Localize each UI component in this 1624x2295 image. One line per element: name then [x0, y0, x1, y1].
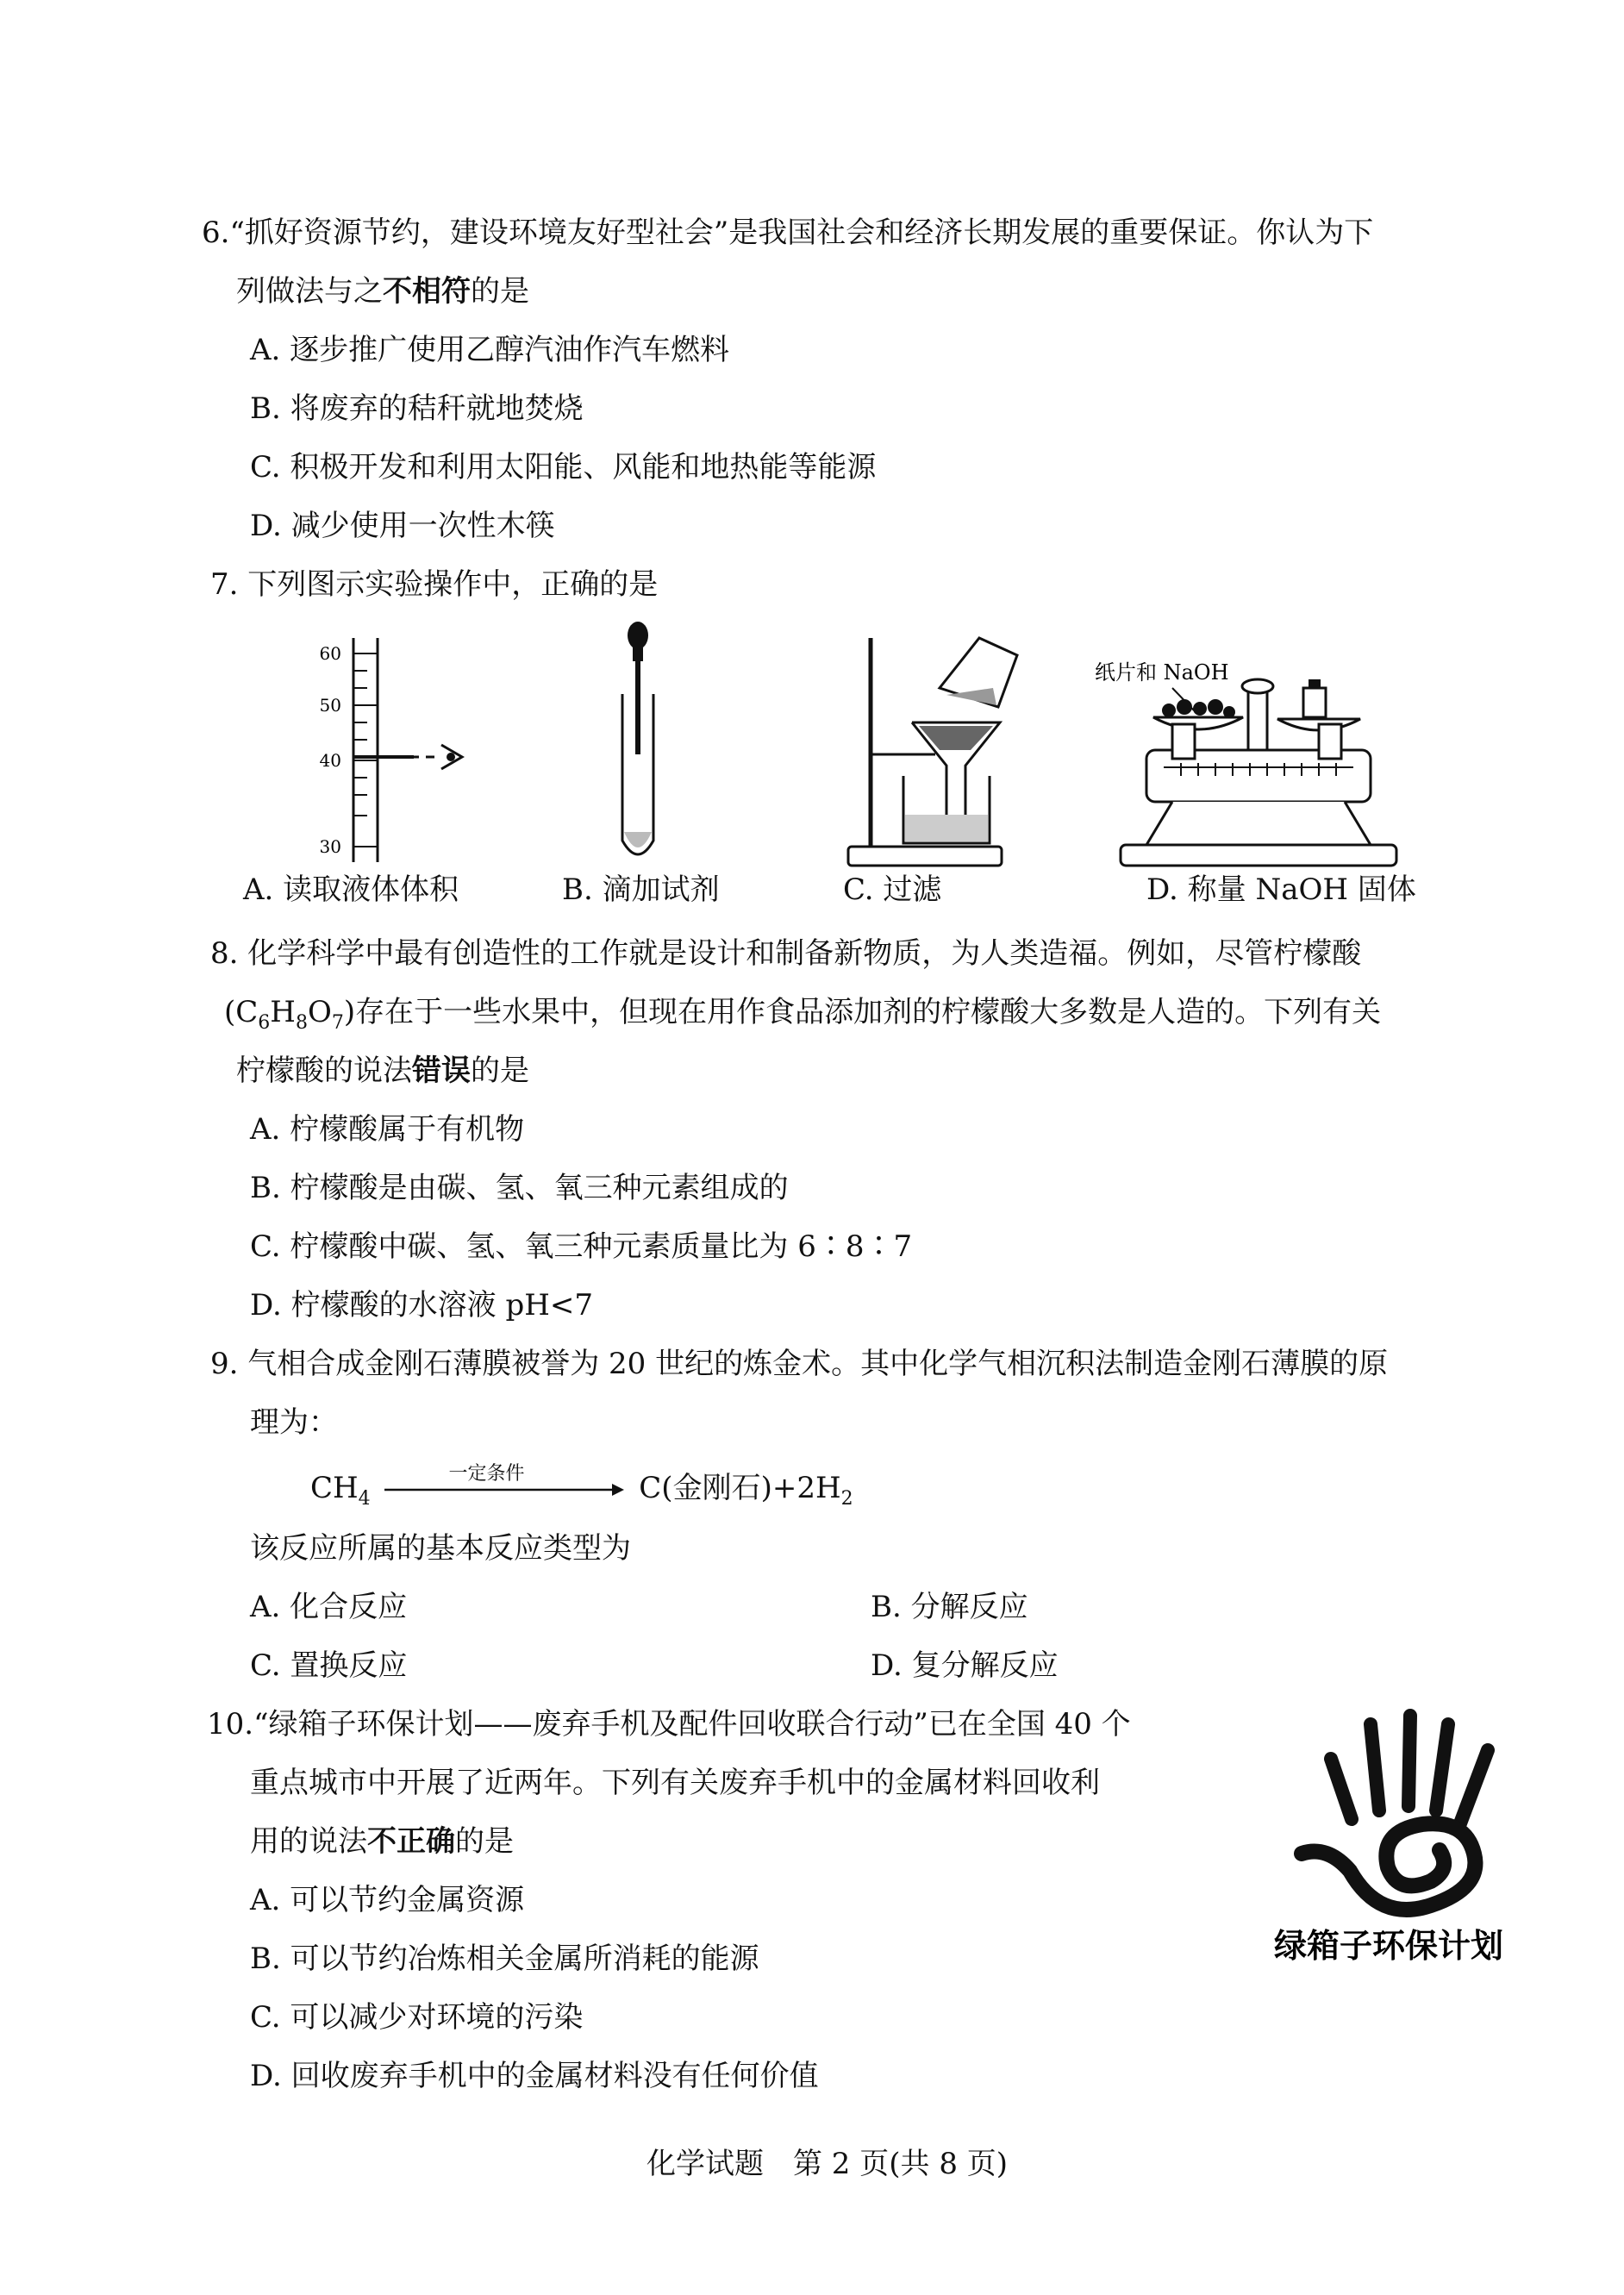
q9-option-d: D. 复分解反应 — [871, 1648, 1059, 1683]
filtration-figure — [836, 621, 1060, 879]
formula-sub-o: 7 — [331, 1012, 344, 1034]
formula-h: H — [270, 995, 296, 1029]
q6-stem-line1: 6.“抓好资源节约，建设环境友好型社会”是我国社会和经济长期发展的重要保证。你认为下 — [202, 216, 1374, 250]
cylinder-tick-50: 50 — [319, 695, 341, 716]
reaction-condition: 一定条件 — [448, 1463, 525, 1485]
q7-stem: 7. 下列图示实验操作中，正确的是 — [210, 567, 659, 602]
q7-caption-b: B. 滴加试剂 — [562, 872, 720, 907]
q9-option-a: A. 化合反应 — [250, 1590, 408, 1624]
q8-option-b: B. 柠檬酸是由碳、氢、氧三种元素组成的 — [250, 1171, 789, 1205]
q10-option-d: D. 回收废弃手机中的金属材料没有任何价值 — [250, 2059, 819, 2093]
q9-option-b: B. 分解反应 — [871, 1590, 1028, 1624]
q10-stem-line1: 10.“绿箱子环保计划——废弃手机及配件回收联合行动”已在全国 40 个 — [207, 1707, 1131, 1742]
q8-option-d: D. 柠檬酸的水溶液 pH<7 — [250, 1288, 594, 1323]
q9-option-c: C. 置换反应 — [250, 1648, 408, 1683]
formula-sub-c: 6 — [258, 1012, 271, 1034]
logo-text: 绿箱子环保计划 — [1274, 1926, 1504, 1965]
q6-stem-line2 — [236, 274, 529, 309]
green-box-logo — [1267, 1698, 1526, 1974]
q7-caption-c: C. 过滤 — [843, 872, 942, 907]
equation-products-sub: 2 — [840, 1488, 853, 1510]
formula-o: O — [307, 995, 332, 1029]
equation-reactant-sub: 4 — [358, 1488, 371, 1510]
q6-stem-text: 列做法与之 — [236, 274, 383, 309]
q6-option-c: C. 积极开发和利用太阳能、风能和地热能等能源 — [250, 450, 877, 485]
cylinder-tick-60: 60 — [319, 643, 341, 664]
q10-stem-text: 用的说法 — [250, 1824, 367, 1859]
measuring-cylinder-figure — [284, 629, 500, 871]
q6-option-b: B. 将废弃的秸秆就地焚烧 — [250, 391, 584, 426]
q8-formula-open: (C — [224, 995, 259, 1029]
q10-stem-line3 — [250, 1824, 514, 1859]
q9-stem-line2: 理为： — [250, 1405, 338, 1440]
arrow-icon — [379, 1473, 629, 1507]
q7-caption-d: D. 称量 NaOH 固体 — [1146, 872, 1416, 907]
q10-stem-line2: 重点城市中开展了近两年。下列有关废弃手机中的金属材料回收利 — [250, 1766, 1100, 1800]
reaction-arrow — [379, 1463, 629, 1507]
cylinder-tick-40: 40 — [319, 750, 341, 771]
q8-stem-line2-rest: )存在于一些水果中，但现在用作食品添加剂的柠檬酸大多数是人造的。下列有关 — [343, 995, 1382, 1029]
q6-stem-end: 的是 — [471, 274, 529, 309]
q9-question: 该反应所属的基本反应类型为 — [250, 1531, 631, 1566]
q8-stem-line1: 8. 化学科学中最有创造性的工作就是设计和制备新物质，为人类造福。例如，尽管柠檬酸 — [210, 936, 1362, 971]
q8-stem-line3 — [236, 1054, 529, 1088]
q7-caption-a: A. 读取液体体积 — [243, 872, 459, 907]
q8-option-a: A. 柠檬酸属于有机物 — [250, 1112, 525, 1147]
q9-stem-line1: 9. 气相合成金刚石薄膜被誉为 20 世纪的炼金术。其中化学气相沉积法制造金刚石薄膜的原 — [210, 1347, 1389, 1381]
balance-label: 纸片和 NaOH — [1095, 660, 1229, 685]
q10-option-b: B. 可以节约冶炼相关金属所消耗的能源 — [250, 1942, 759, 1976]
q8-stem-text: 柠檬酸的说法 — [236, 1054, 412, 1088]
q10-stem-end: 的是 — [455, 1824, 514, 1859]
balance-figure — [1086, 638, 1414, 875]
q9-equation — [310, 1463, 853, 1516]
q8-keyword: 错误 — [412, 1054, 471, 1088]
q10-keyword: 不正确 — [367, 1824, 455, 1859]
dropper-test-tube-figure — [603, 616, 707, 875]
q8-option-c: C. 柠檬酸中碳、氢、氧三种元素质量比为 6∶8∶7 — [250, 1229, 913, 1264]
q8-stem-line2 — [224, 995, 1381, 1041]
cylinder-tick-30: 30 — [319, 836, 341, 857]
q10-option-c: C. 可以减少对环境的污染 — [250, 2000, 584, 2035]
q8-stem-end: 的是 — [471, 1054, 529, 1088]
page-footer: 化学试题 第 2 页(共 8 页) — [646, 2147, 1009, 2181]
q6-option-a: A. 逐步推广使用乙醇汽油作汽车燃料 — [250, 333, 730, 367]
equation-reactant: CH — [310, 1471, 359, 1505]
formula-sub-h: 8 — [295, 1012, 308, 1034]
equation-products: C(金刚石)+2H — [639, 1471, 841, 1505]
q6-option-d: D. 减少使用一次性木筷 — [250, 509, 555, 543]
q10-option-a: A. 可以节约金属资源 — [250, 1883, 525, 1917]
q6-keyword: 不相符 — [383, 274, 471, 309]
